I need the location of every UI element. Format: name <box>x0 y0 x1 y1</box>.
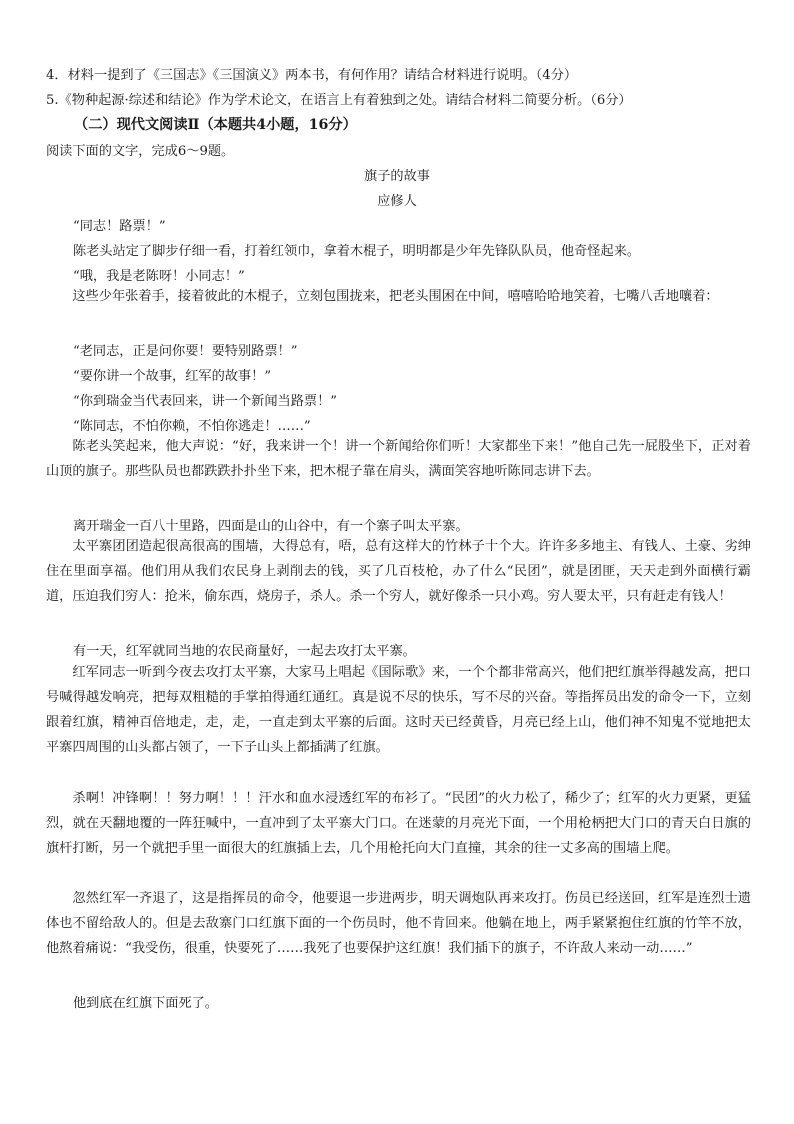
story-paragraph: 陈老头站定了脚步仔细一看，打着红领巾，拿着木棍子，明明都是少年先锋队队员，他奇怪起来。 <box>73 244 641 259</box>
story-paragraph: “要你讲一个故事，红军的故事！” <box>73 369 272 384</box>
story-paragraph: 太平寨团团造起很高很高的围墙，大得总有，唔，总有这样大的竹林子十个大。许许多多地主、有钱人、土豪、劣绅住在里面享福。他们用从我们农民身上剥削去的钱，买了几百枝枪，办了什么“民团”，就是团匪，天天走到外面横行霸道，压迫我们穷人：抢米，偷东西，烧房子，杀人。杀一个穷人，就好像杀一只小鸡。穷人要太平，只有赶走有钱人！ <box>46 539 751 605</box>
story-paragraph: “同志！路票！” <box>73 219 166 234</box>
story-paragraph: 这些少年张着手，接着彼此的木棍子，立刻包围拢来，把老头围困在中间，嘻嘻哈哈地笑着，七嘴八舌地嚷着： <box>72 289 719 304</box>
story-paragraph: 离开瑞金一百八十里路，四面是山的山谷中，有一个寨子叫太平寨。 <box>73 519 469 534</box>
story-paragraph: “哦，我是老陈呀！小同志！” <box>73 269 245 284</box>
story-paragraph: “你到瑞金当代表回来，讲一个新闻当路票！” <box>73 394 338 409</box>
story-paragraph: 陈老头笑起来，他大声说：“好，我来讲一个！讲一个新闻给你们听！大家都坐下来！”他自己先一屁股坐下，正对着山顶的旗子。那些队员也都跌跌扑扑坐下来，把木棍子靠在肩头，满面笑容地听陈同志讲下去。 <box>46 439 751 480</box>
story-paragraph: “陈同志，不怕你赖，不怕你逃走！……” <box>73 419 311 434</box>
section-heading: （二）现代文阅读Ⅱ（本题共4小题，16分） <box>74 117 357 133</box>
story-paragraph: 杀啊！冲锋啊！！努力啊！！！汗水和血水浸透红军的布衫了。“民团”的火力松了，稀少了；红军的火力更紧，更猛烈，就在天翻地覆的一阵狂喊中，一直冲到了太平寨大门口。在迷蒙的月亮光下面，一个用枪柄把大门口的青天白日旗的旗杆打断，另一个就把手里一面很大的红旗插上去，几个用枪托向大门直撞，其余的往一丈多高的围墙上爬。 <box>46 791 751 857</box>
story-paragraph: 忽然红军一齐退了，这是指挥员的命令，他要退一步进两步，明天调炮队再来攻打。伤员已经送回，红军是连烈士遗体也不留给敌人的。但是去敌寨门口红旗下面的一个伤员时，他不肯回来。他躺在地上，两手紧紧抱住红旗的竹竿不放，他熬着痛说：“我受伤，很重，快要死了……我死了也要保护这红旗！我们插下的旗子，不许敌人来动一动……” <box>46 891 751 957</box>
story-paragraph: 他到底在红旗下面死了。 <box>73 996 219 1011</box>
story-title: 旗子的故事 <box>364 169 430 184</box>
question-5: 5.《物种起源·综述和结论》作为学术论文，在语言上有着独到之处。请结合材料二简要分析。（6分） <box>46 93 632 108</box>
story-author: 应修人 <box>377 194 417 209</box>
question-4: 4．材料一提到了《三国志》《三国演义》两本书，有何作用？请结合材料进行说明。（4分） <box>46 68 578 83</box>
story-paragraph: “老同志，正是问你要！要特别路票！” <box>73 344 298 359</box>
story-paragraph: 有一天，红军就同当地的农民商量好，一起去攻打太平寨。 <box>73 644 416 659</box>
section-instruction: 阅读下面的文字，完成6～9题。 <box>46 144 235 159</box>
story-paragraph: 红军同志一听到今夜去攻打太平寨，大家马上唱起《国际歌》来，一个个都非常高兴，他们把红旗举得越发高，把口号喊得越发响亮，把每双粗糙的手掌拍得通红通红。真是说不尽的快乐，写不尽的兴奋。等指挥员出发的命令一下，立刻跟着红旗，精神百倍地走，走，走，一直走到太平寨的后面。这时天已经黄昏，月亮已经上山，他们神不知鬼不觉地把太平寨四周围的山头都占领了，一下子山头上都插满了红旗。 <box>46 665 751 756</box>
